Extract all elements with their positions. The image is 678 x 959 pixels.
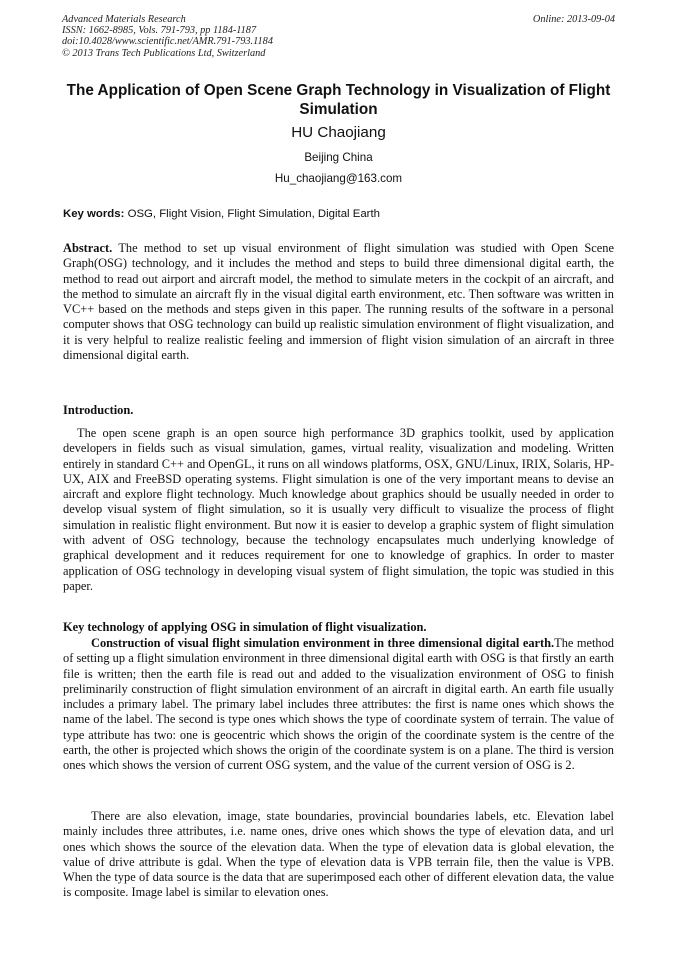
elevation-paragraph: There are also elevation, image, state boundaries, provincial boundaries labels, etc. Elevation label mainly includes three attributes, i.e. name ones, drive ones which shows the type of elevation data, and url ones which shows the source of the elevation data. When the type of elevation data is global elevation, the value of drive attribute is gdal. When the type of elevation data is VPB terrain file, then the value is VPB. When the type of data source is the data that are superimposed each other of different elevation data, the value is composite. Image label is similar to elevation ones.	[63, 809, 614, 900]
construction-paragraph	[63, 636, 614, 774]
keywords-text: OSG, Flight Vision, Flight Simulation, Digital Earth	[127, 208, 380, 220]
keywords-label: Key words:	[63, 208, 125, 220]
publication-header	[62, 14, 615, 59]
abstract-label: Abstract.	[63, 241, 113, 255]
doi-line: doi:10.4028/www.scientific.net/AMR.791-793.1184	[62, 36, 273, 48]
keywords	[63, 207, 616, 221]
construction-text: The method of setting up a flight simulation environment in three dimensional digital earth with OSG is that firstly an earth file is written; then the earth file is read out and added to the visualization environment of OSG to finish preliminarily construction of flight simulation environment of an aircraft in digital earth. An earth file usually includes a primary label. The primary label includes three attributes: the first is name ones which shows the name of the label. The second is type ones which shows the type of coordinate system of terrain. The value of type attribute has two: one is geocentric which shows the origin of the coordinate system is the centre of the earth, the other is projected which shows the origin of the coordinate system is on a plane. The third is version ones which shows the version of current OSG system, and the value of the current version of OSG is 2.	[63, 636, 614, 773]
author-email: Hu_chaojiang@163.com	[274, 172, 403, 185]
paper-title: The Application of Open Scene Graph Technology in Visualization of Flight Simulation	[66, 82, 611, 118]
abstract-text: The method to set up visual environment of flight simulation was studied with Open Scene Graph(OSG) technology, and it includes the method and steps to build three dimensional digital earth, the method to read out airport and aircraft model, the method to simulate meters in the cockpit of an aircraft, and the method to simulate an aircraft fly in the visual digital earth environment, etc. Then software was written in VC++ based on the methods and steps given in this paper. The running results of the software in a personal computer shows that OSG technology can build up realistic simulation environment of flight visualization, and it is very helpful to realize realistic feeling and immersion of flight vision simulation of an aircraft in three dimensional digital earth.	[63, 241, 615, 363]
online-date: Online: 2013-09-04	[532, 14, 615, 25]
introduction-paragraph: The open scene graph is an open source high performance 3D graphics toolkit, used by application developers in fields such as visual simulation, games, virtual reality, visualization and modeling. Written entirely in standard C++ and OpenGL, it runs on all windows platforms, OSX, GNU/Linux, IRIX, Solaris, HP-UX, AIX and FreeBSD operating systems. Flight simulation is one of the very important means to devise an aircraft and explore flight technology. Much knowledge about graphics should be usually needed in order to develop visual system of flight simulation, so it is usually very difficult to visualize the process of flight simulation in realistic flight environment. But now it is easier to develop a graphic system of flight simulation with advent of OSG technology, because the technology encapsulates much underlying knowledge of graphical development and it reduces requirement for one to knowledge of graphics. In order to master application of OSG technology in developing visual system of flight simulation, the topic was studied in this paper.	[63, 426, 614, 593]
author-affiliation: Beijing China	[304, 151, 373, 164]
author-name: HU Chaojiang	[291, 124, 386, 141]
introduction-heading: Introduction.	[63, 403, 134, 417]
abstract	[63, 241, 614, 363]
copyright-line: © 2013 Trans Tech Publications Ltd, Switzerland	[62, 47, 266, 59]
key-technology-heading: Key technology of applying OSG in simulation of flight visualization.	[63, 620, 427, 634]
journal-name: Advanced Materials Research	[62, 14, 186, 25]
construction-subheading: Construction of visual flight simulation environment in three dimensional digital earth.	[91, 636, 555, 650]
issn-line: ISSN: 1662-8985, Vols. 791-793, pp 1184-1187	[62, 25, 257, 37]
